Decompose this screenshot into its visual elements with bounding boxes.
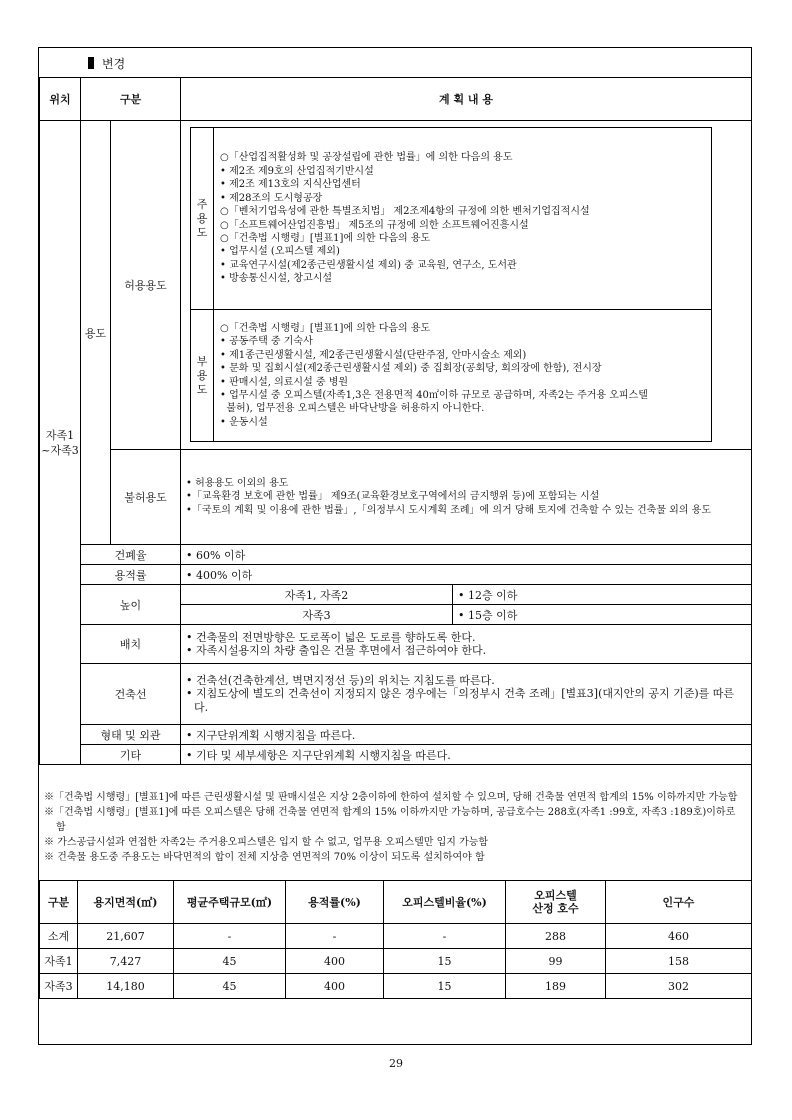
summary-header: 오피스텔비율(%) bbox=[384, 881, 506, 924]
far-value: • 400% 이하 bbox=[181, 565, 752, 585]
notes bbox=[44, 790, 746, 865]
building-line-list: • 건축선(건축한계선, 벽면지정선 등)의 위치는 지침도를 따른다. • 지침도상에 별도의 건축선이 지정되지 않은 경우에는「의정부시 건축 조례」[별표3](대지안의 공지 기준)를 따른다. bbox=[181, 664, 752, 725]
prohibited-list: • 허용용도 이외의 용도 •「교육환경 보호에 관한 법률」 제9조(교육환경보호구역에서의 금지행위 등)에 포함되는 시설 •「국토의 계획 및 이용에 관한 법률」,「의정부시 도시계획 조례」에 의거 당해 토지에 건축할 수 있는 건축물 외의 용도 bbox=[181, 450, 752, 545]
permitted-cell bbox=[181, 121, 752, 450]
permitted-box bbox=[190, 127, 712, 442]
table-row: 자족3 14,180 45 400 15 189 302 bbox=[40, 974, 752, 999]
note: ※「건축법 시행령」[별표1]에 따른 근린생활시설 및 판매시설은 지상 2층이하에 한하여 설치할 수 있으며, 당해 건축물 연면적 합계의 15% 이하까지만 가능함 bbox=[44, 792, 738, 803]
sub-use-label: 부 용 도 bbox=[191, 310, 214, 442]
summary-table bbox=[39, 880, 752, 999]
plan-table bbox=[39, 77, 752, 765]
page-number: 29 bbox=[389, 1057, 403, 1070]
note: ※ 가스공급시설과 연접한 자족2는 주거용오피스텔은 입지 할 수 없고, 업무용 오피스텔만 입지 가능함 bbox=[44, 837, 489, 848]
far-label: 용적률 bbox=[81, 565, 181, 585]
summary-header: 용지면적(㎡) bbox=[78, 881, 174, 924]
building-line-label: 건축선 bbox=[81, 664, 181, 725]
main-use-lines: ○「산업집적활성화 및 공장설립에 관한 법률」에 의한 다음의 용도 • 제2조 제9호의 산업집적기반시설 • 제2조 제13호의 지식산업센터 • 제28조의 도시형공장 ○「벤처기업육성에 관한 특별조치법」 제2조제4항의 규정에 의한 벤처기업집적시설 ○「소프트웨어산업진흥법」 제5조의 규정에 의한 소프트웨어진흥시설 ○「건축법 시행령」[별표1]에 의한 다음의 용도 • 업무시설 (오피스텔 제외) • 교육연구시설(제2종근린생활시설 제외) 중 교육원, 연구소, 도서관 • 방송통신시설, 창고시설 bbox=[214, 128, 712, 310]
main-use-label: 주 용 도 bbox=[191, 128, 214, 310]
coverage-label: 건폐율 bbox=[81, 545, 181, 565]
table-row: 소계 21,607 - - - 288 460 bbox=[40, 924, 752, 949]
summary-header-row bbox=[40, 881, 752, 924]
square-bullet-icon bbox=[88, 57, 94, 69]
note: ※「건축법 시행령」[별표1]에 따른 오피스텔은 당해 건축물 연면적 합계의 15% 이하까지만 가능하며, 공급호수는 288호(자족1 :99호, 자족3 :189호)이하로 함 bbox=[44, 807, 736, 833]
permitted-label: 허용용도 bbox=[111, 121, 181, 450]
height-zone: 자족3 bbox=[181, 605, 453, 625]
placement-label: 배치 bbox=[81, 625, 181, 664]
height-label: 높이 bbox=[81, 585, 181, 625]
other-value: • 기타 및 세부세항은 지구단위계획 시행지침을 따른다. bbox=[181, 745, 752, 765]
header-location: 위치 bbox=[40, 78, 81, 121]
section-heading: 변경 bbox=[88, 55, 125, 72]
summary-header: 용적률(%) bbox=[286, 881, 384, 924]
prohibited-label: 불허용도 bbox=[111, 450, 181, 545]
height-value: • 15층 이하 bbox=[453, 605, 752, 625]
header-row bbox=[40, 78, 752, 121]
header-plan: 계 획 내 용 bbox=[181, 78, 752, 121]
form-label: 형태 및 외관 bbox=[81, 725, 181, 745]
height-zone: 자족1, 자족2 bbox=[181, 585, 453, 605]
height-value: • 12층 이하 bbox=[453, 585, 752, 605]
coverage-value: • 60% 이하 bbox=[181, 545, 752, 565]
header-category: 구분 bbox=[81, 78, 181, 121]
note: ※ 건축물 용도중 주용도는 바닥면적의 합이 전체 지상층 연면적의 70% 이상이 되도록 설치하여야 함 bbox=[44, 852, 485, 863]
sub-use-lines: ○「건축법 시행령」[별표1]에 의한 다음의 용도 • 공동주택 중 기숙사 • 제1종근린생활시설, 제2종근린생활시설(단란주점, 안마시술소 제외) • 문화 및 집회시설(제2종근린생활시설 제외) 중 집회장(공회당, 회의장에 한함), 전시장 • 판매시설, 의료시설 중 병원 • 업무시설 중 오피스텔(자족1,3은 전용면적 40㎡이하 규모로 공급하며, 자족2는 주거용 오피스텔 불허), 업무전용 오피스텔은 바닥난방을 허용하지 아니한다. • 운동시설 bbox=[214, 310, 712, 442]
placement-list: • 건축물의 전면방향은 도로폭이 넓은 도로를 향하도록 한다. • 자족시설용지의 차량 출입은 건물 후면에서 접근하여야 한다. bbox=[181, 625, 752, 664]
location-cell: 자족1 ~자족3 bbox=[40, 121, 81, 765]
summary-header: 평균주택규모(㎡) bbox=[174, 881, 286, 924]
use-label: 용도 bbox=[81, 121, 111, 545]
other-label: 기타 bbox=[81, 745, 181, 765]
table-row: 자족1 7,427 45 400 15 99 158 bbox=[40, 949, 752, 974]
summary-header: 구분 bbox=[40, 881, 78, 924]
form-value: • 지구단위계획 시행지침을 따른다. bbox=[181, 725, 752, 745]
summary-header: 오피스텔 산정 호수 bbox=[506, 881, 606, 924]
summary-header: 인구수 bbox=[606, 881, 752, 924]
